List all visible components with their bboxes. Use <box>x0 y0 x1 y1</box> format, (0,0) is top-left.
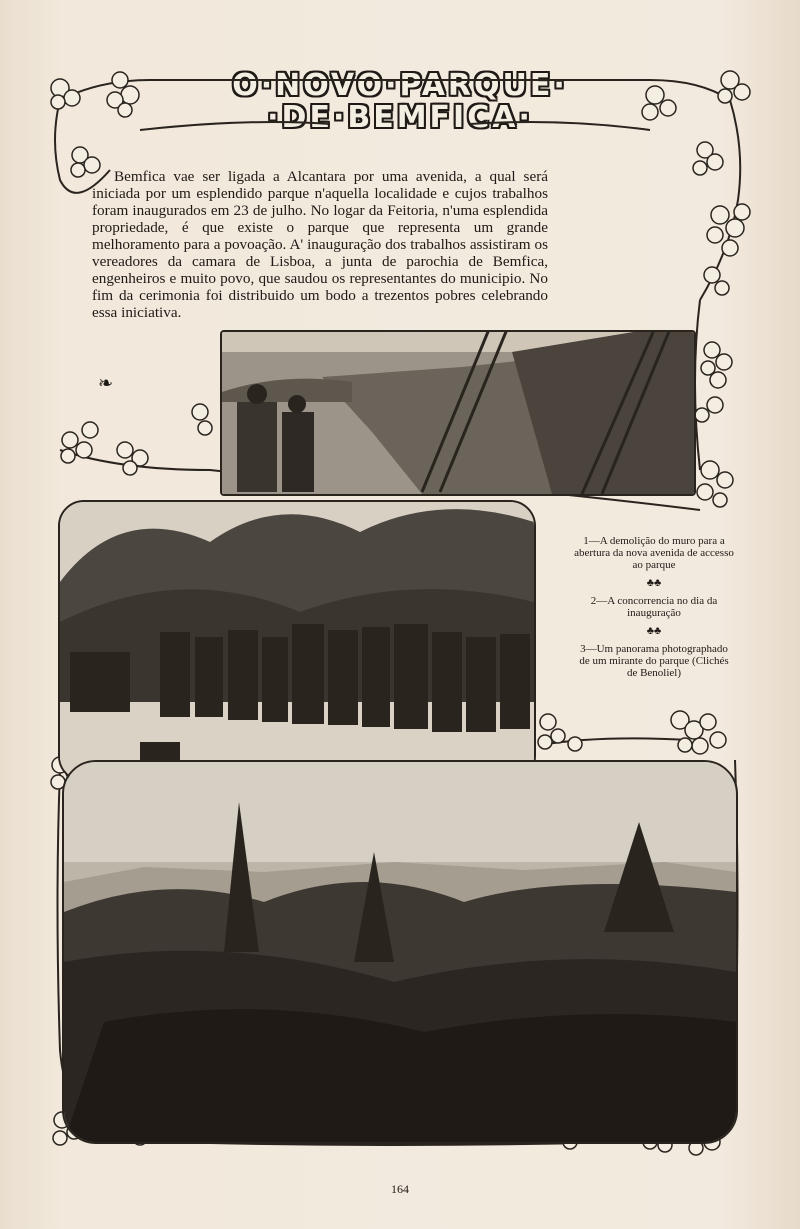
caption-2: 2—A concorrencia no dia da inauguração <box>590 595 718 619</box>
photo-captions <box>574 535 734 685</box>
photo-wall-demolition <box>220 330 696 496</box>
page-number: 164 <box>391 1182 409 1196</box>
caption-separator-icon: ♣♣ <box>646 577 662 589</box>
intro-paragraph <box>92 168 548 321</box>
photo-inauguration-crowd <box>58 500 536 782</box>
caption-1: 1—A demolição do muro para a abertura da nova avenida de accesso ao parque <box>574 535 734 571</box>
title-line-1: O·NOVO·PARQUE· <box>232 68 568 103</box>
caption-separator-icon: ♣♣ <box>646 625 662 637</box>
title-line-2: ·DE·BEMFICA· <box>267 100 533 135</box>
leaf-ornament-icon: ❧ <box>98 373 114 393</box>
caption-3: 3—Um panorama photographado de um mirante do parque (Clichés de Benoliel) <box>579 643 729 679</box>
intro-text: Bemfica vae ser ligada a Alcantara por uma avenida, a qual será iniciada por um esplendido parque n'aquella localidade e cujos trabalhos foram inaugurados em 23 de julho. No logar da Feitoria, n'uma esplendida propriedade, é que existe o parque que representa um grande melhoramento para a povoação. A' inauguração dos trabalhos assistiram os vereadores da camara de Lisboa, a junta de parochia de Bemfica, engenheiros e muito povo, que saudou os representantes do municipio. No fim da cerimonia foi distribuido um bodo a trezentos pobres celebrando essa iniciativa. <box>92 168 548 321</box>
photo-park-panorama <box>62 760 738 1144</box>
